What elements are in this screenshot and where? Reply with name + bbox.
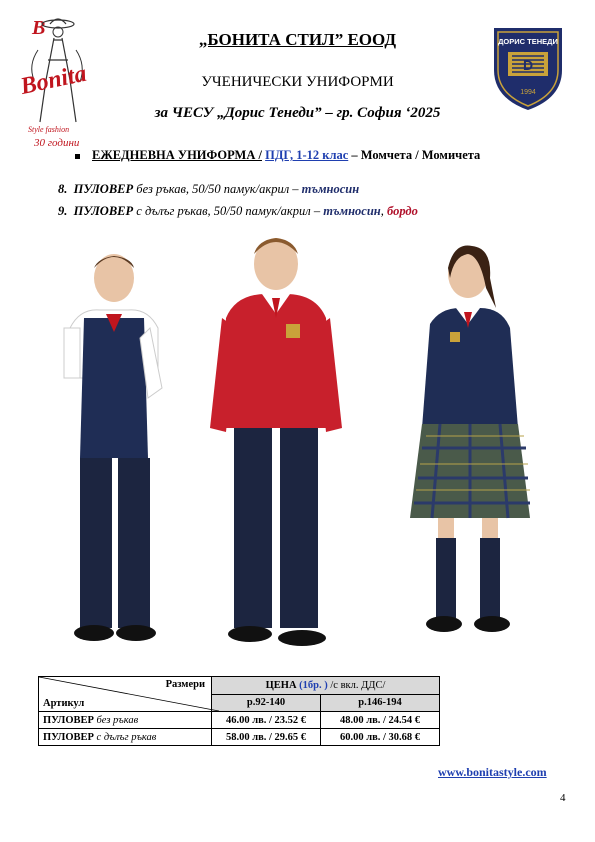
section-heading (75, 148, 480, 163)
price-cell: 46.00 лв. / 23.52 € (212, 712, 321, 729)
article-name: ПУЛОВЕР с дълъг ръкав (39, 729, 212, 746)
company-name: „БОНИТА СТИЛ” ЕООД (198, 30, 397, 49)
student-boy-sweater (210, 238, 342, 646)
item-line (58, 182, 359, 197)
svg-text:D: D (522, 57, 534, 73)
item-color: тъмносин (323, 204, 381, 218)
svg-text:Style fashion: Style fashion (28, 125, 70, 134)
item-number: 8. (58, 182, 68, 196)
svg-text:Bonita: Bonita (18, 60, 89, 100)
item-name: ПУЛОВЕР (73, 204, 134, 218)
price-cell: 58.00 лв. / 29.65 € (212, 729, 321, 746)
size-header: р.146-194 (321, 694, 440, 712)
price-header: ЦЕНА (1бр. ) /с вкл. ДДС/ (212, 677, 440, 695)
student-boy-vest (64, 254, 162, 641)
table-row (39, 729, 440, 746)
item-number: 9. (58, 204, 68, 218)
item-line: 9. ПУЛОВЕР с дълъг ръкав, 50/50 памук/акрил – тъмносин, бордо (58, 204, 418, 218)
item-desc: с дълъг ръкав, 50/50 памук/акрил – (133, 204, 324, 218)
section-grades: ПДГ, 1-12 клас (265, 148, 349, 162)
article-label: Артикул (43, 698, 85, 709)
price-table (38, 676, 440, 746)
document-subtitle: УЧЕНИЧЕСКИ УНИФОРМИ (201, 74, 394, 90)
section-audience: – Момчета / Момичета (348, 148, 481, 162)
svg-text:30 години: 30 години (34, 137, 80, 149)
item-color-alt: бордо (387, 204, 418, 218)
item-desc: без ръкав, 50/50 памук/акрил – (133, 182, 302, 196)
svg-text:1994: 1994 (520, 89, 536, 96)
item-name: ПУЛОВЕР (73, 182, 134, 196)
website-link[interactable]: www.bonitastyle.com (438, 765, 547, 779)
bullet-icon (75, 154, 80, 159)
table-corner-cell (39, 677, 212, 712)
page-number: 4 (560, 792, 566, 804)
size-header: р.92-140 (212, 694, 321, 712)
student-girl-sweater (410, 245, 530, 632)
article-name: ПУЛОВЕР без ръкав (39, 712, 212, 729)
school-title: за ЧЕСУ „Дорис Тенеди” – гр. София ‘2025 (154, 105, 441, 121)
svg-text:ДОРИС ТЕНЕДИ: ДОРИС ТЕНЕДИ (498, 37, 558, 46)
item-color: тъмносин (301, 182, 360, 196)
uniform-photo (40, 228, 540, 668)
sizes-label: Размери (165, 679, 205, 690)
svg-text:B: B (32, 17, 46, 39)
price-cell: 60.00 лв. / 30.68 € (321, 729, 440, 746)
section-label: ЕЖЕДНЕВНА УНИФОРМА / (92, 148, 262, 162)
price-cell: 48.00 лв. / 24.54 € (321, 712, 440, 729)
table-row (39, 712, 440, 729)
